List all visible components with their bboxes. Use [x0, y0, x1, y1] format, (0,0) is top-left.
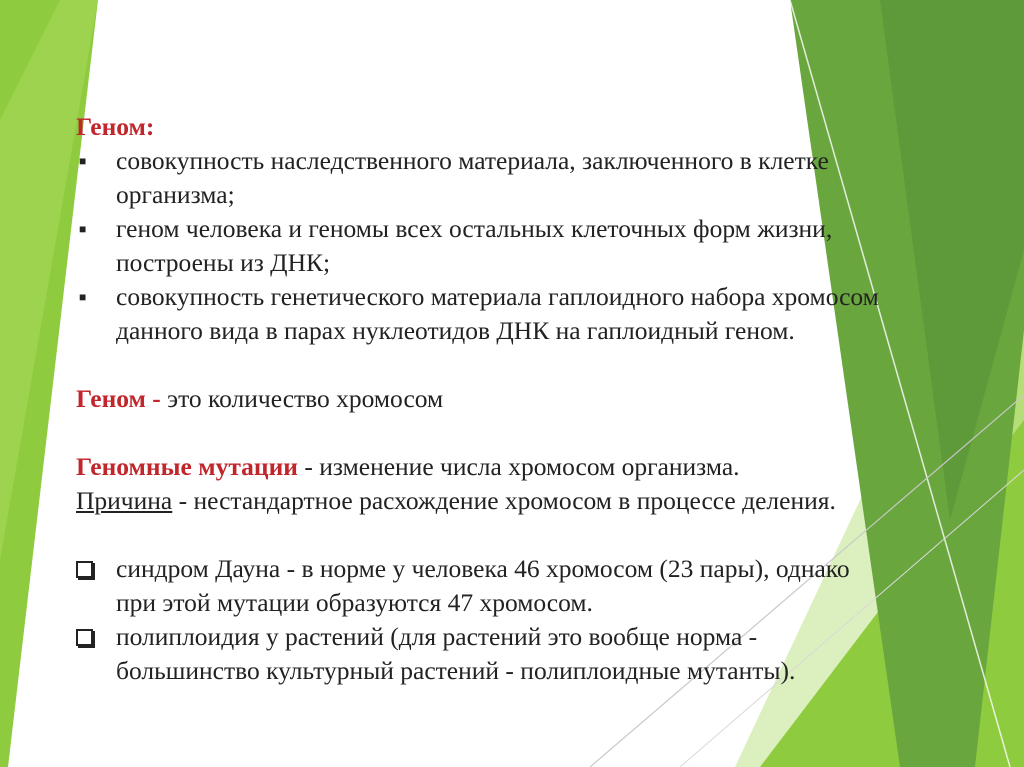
- mutations-text: - изменение числа хромосом организма.: [298, 452, 740, 481]
- square-bullet-icon: ■: [79, 154, 87, 168]
- mutations-definition: [76, 450, 976, 484]
- genome-item: [76, 212, 976, 280]
- genome-item-line: данного вида в парах нуклеотидов ДНК на гаплоидный геном.: [116, 316, 795, 345]
- mutations-cause: [76, 484, 976, 518]
- example-item: [76, 552, 976, 620]
- spacer: [76, 518, 976, 552]
- example-item-line: синдром Дауна - в норме у человека 46 хромосом (23 пары), однако: [116, 554, 850, 583]
- cause-label: Причина: [76, 486, 173, 515]
- example-item-line: полиплоидия у растений (для растений это вообще норма -: [116, 622, 758, 651]
- genome-item: [76, 144, 976, 212]
- square-bullet-icon: ■: [79, 290, 87, 304]
- square-bullet-icon: ■: [79, 222, 87, 236]
- example-item-line: большинство культурный растений - полиплоидные мутанты).: [116, 656, 796, 685]
- example-item-line: при этой мутации образуются 47 хромосом.: [116, 588, 593, 617]
- genome-definition: [76, 382, 976, 416]
- genome-item-line: построены из ДНК;: [116, 248, 331, 277]
- genome-item-line: совокупность генетического материала гаплоидного набора хромосом: [116, 282, 879, 311]
- genome-item: [76, 280, 976, 348]
- genome-item-line: совокупность наследственного материала, заключенного в клетке: [116, 146, 829, 175]
- genome-item-line: геном человека и геномы всех остальных клеточных форм жизни,: [116, 214, 833, 243]
- checkbox-icon: [76, 629, 93, 646]
- slide-text: [76, 110, 976, 688]
- definition-text: это количество хромосом: [160, 384, 444, 413]
- checkbox-icon: [76, 561, 93, 578]
- cause-text: - нестандартное расхождение хромосом в процессе деления.: [172, 486, 836, 515]
- spacer: [76, 416, 976, 450]
- mutations-term: Геномные мутации: [76, 452, 299, 481]
- definition-term: Геном -: [76, 384, 161, 413]
- spacer: [76, 348, 976, 382]
- genome-item-line: организма;: [116, 180, 235, 209]
- example-item: [76, 620, 976, 688]
- genome-heading: Геном:: [76, 112, 155, 141]
